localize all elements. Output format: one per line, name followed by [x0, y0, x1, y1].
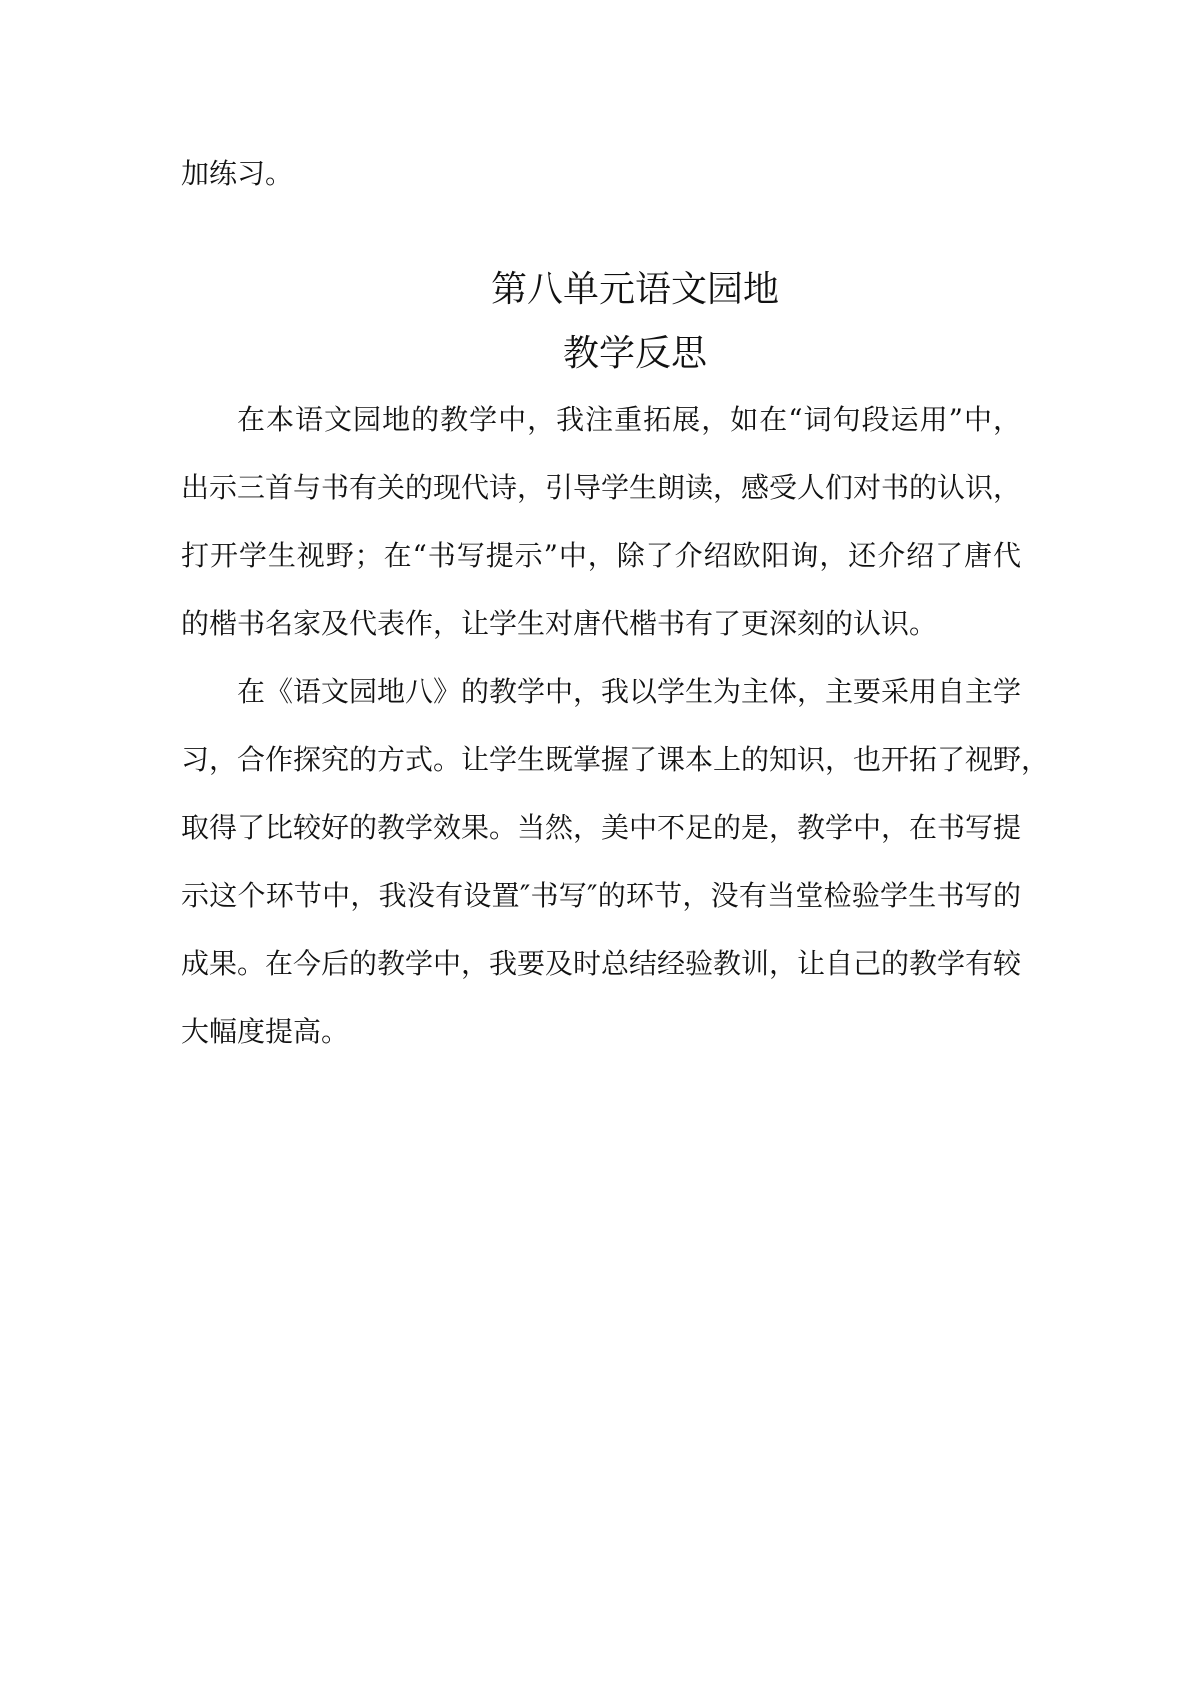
paragraph-line: 习，合作探究的方式。让学生既掌握了课本上的知识，也开拓了视野， — [181, 743, 1050, 776]
page-subtitle: 教学反思 — [562, 333, 707, 374]
page-title: 第八单元语文园地 — [490, 269, 779, 310]
paragraph-line: 示这个环节中，我没有设置″书写″的环节，没有当堂检验学生书写的 — [181, 879, 1021, 912]
paragraph-line: 打开学生视野；在“书写提示”中，除了介绍欧阳询，还介绍了唐代 — [181, 539, 1021, 572]
paragraph-line: 的楷书名家及代表作，让学生对唐代楷书有了更深刻的认识。 — [181, 607, 938, 640]
paragraph-line: 在《语文园地八》的教学中，我以学生为主体，主要采用自主学 — [237, 675, 1022, 708]
paragraph-line: 大幅度提高。 — [181, 1015, 350, 1048]
paragraph-line: 成果。在今后的教学中，我要及时总结经验教训，让自己的教学有较 — [181, 947, 1022, 980]
carryover-text-line: 加练习。 — [181, 157, 294, 190]
paragraph-line: 在本语文园地的教学中，我注重拓展，如在“词句段运用”中， — [237, 403, 1021, 436]
paragraph-line: 出示三首与书有关的现代诗，引导学生朗读，感受人们对书的认识， — [181, 471, 1022, 504]
paragraph-line: 取得了比较好的教学效果。当然，美中不足的是，教学中，在书写提 — [181, 811, 1022, 844]
